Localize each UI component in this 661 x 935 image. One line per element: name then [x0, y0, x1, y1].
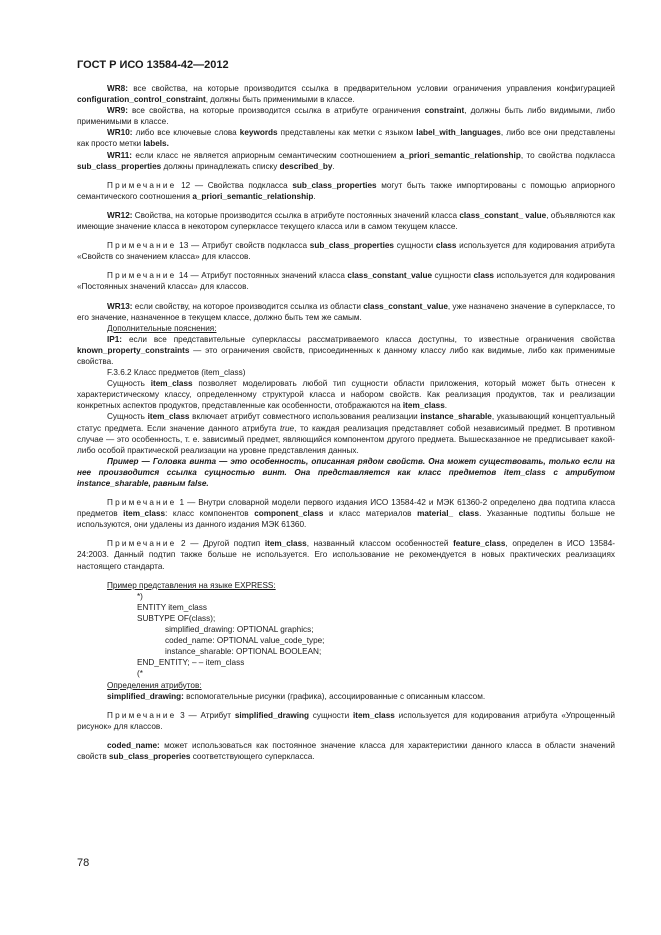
note-14: Примечание 14 — Атрибут постоянных значений класса class_constant_value сущности class используется для кодирования «Постоянных значений класса» для классов. — [77, 271, 615, 292]
definition-simplified-drawing: simplified_drawing: вспомогательные рисунки (графика), ассоциированные с описанным классом. — [107, 691, 486, 701]
section-title: F.3.6.2 Класс предметов (item_class) — [107, 368, 246, 378]
express-heading: Пример представления на языке EXPRESS: — [107, 580, 276, 590]
rule-wr12: WR12: Свойства, на которые производится ссылка в атрибуте постоянных значений класса class_constant_ value, объявляются как имеющие значение класса в некотором суперклассе текущего класса или в самом текущем классе. — [77, 210, 616, 232]
page-number: 78 — [77, 857, 90, 869]
note-12: Примечание 12 — Свойства подкласса sub_class_properties могут быть также импортированы с помощью априорного семантического соотношения a_priori_semantic_relationship. — [77, 180, 616, 201]
note-3: Примечание 3 — Атрибут simplified_drawing сущности item_class используется для кодирования атрибута «Упрощенный рисунок» для классов. — [77, 710, 615, 731]
informal-proposition-ip1: IP1: если все представительные суперклассы рассматриваемого класса доступны, то известные ограничения свойства known_property_constraints — это ограничения свойств, присоединенных к данному классу либо как видимые, либо как применимые свойства. — [77, 334, 615, 366]
code-line: instance_sharable: OPTIONAL BOOLEAN; — [165, 647, 322, 657]
page-content — [77, 83, 615, 762]
rule-wr9: WR9: все свойства, на которые производится ссылка в атрибуте ограничения constraint, должны быть либо видимыми, либо применимыми в классе. — [77, 106, 615, 127]
note-1: Примечание 1 — Внутри словарной модели первого издания ИСО 13584-42 и МЭК 61360-2 определено два подтипа класса предметов item_class: класс компонентов component_class и класс материалов material_ class. Указанные подтипы больше не используются, они удалены из данного издания МЭК 61360. — [77, 498, 615, 530]
code-line: coded_name: OPTIONAL value_code_type; — [165, 636, 325, 646]
express-code-block — [77, 591, 615, 680]
paragraph-item-class: Сущность item_class позволяет моделировать любой тип сущности области приложения, который может быть отнесен к характеристическому классу, определенному структурой класса и набором свойств. Как реализация продуктов, так и реализации конкретных аспектов продуктов, представленные как особенности, отображаются на item_class. — [77, 379, 615, 411]
note-2: Примечание 2 — Другой подтип item_class, названный классом особенностей feature_class, определен в ИСО 13584-24:2003. Данный подтип также больше не используется. Его использование не рекомендуется в новых практических реализациях настоящего стандарта. — [77, 539, 615, 571]
code-line: ENTITY item_class — [137, 602, 207, 612]
rule-wr8: WR8: все свойства, на которые производится ссылка в предварительном условии ограничения управления конфигурацией configuration_control_constraint, должны быть применимыми в классе. — [77, 84, 615, 105]
document-header: ГОСТ Р ИСО 13584-42—2012 — [77, 59, 229, 71]
rule-wr10: WR10: либо все ключевые слова keywords представлены как метки с языком label_with_languages, либо все они представлены как просто метки labels. — [77, 128, 615, 149]
attribute-definitions-heading: Определения атрибутов: — [107, 680, 202, 690]
paragraph-instance-sharable: Сущность item_class включает атрибут совместного использования реализации instance_sharable, указывающий концептуальный статус предмета. Если значение данного атрибута true, то каждая реализация представляет собой независимый предмет. В противном случае — это особенность, т. е. зависимый предмет, являющийся компонентом другого предмета. Вышесказанное не предписывает какой-либо особой практической реализации на уровне представления данных. — [77, 412, 615, 455]
informal-propositions-heading: Дополнительные пояснения: — [107, 323, 217, 333]
code-line: END_ENTITY; – – item_class — [137, 658, 245, 668]
rule-wr11: WR11: если класс не является априорным семантическим соотношением a_priori_semantic_relationship, то свойства подкласса sub_class_properties должны принадлежать списку described_by. — [77, 150, 615, 171]
code-line: (* — [137, 669, 143, 679]
code-line: simplified_drawing: OPTIONAL graphics; — [165, 625, 314, 635]
note-13: Примечание 13 — Атрибут свойств подкласса sub_class_properties сущности class используется для кодирования атрибута «Свойств со значением класса» для классов. — [77, 241, 615, 262]
rule-wr13: WR13: если свойству, на которое производится ссылка из области class_constant_value, уже назначено значение в суперклассе, то его значение, назначенное в текущем классе, должно быть тем же самым. — [77, 301, 616, 322]
example-paragraph: Пример — Головка винта — это особенность, описанная рядом свойств. Она может существовать, только если на нее производится ссылка сущностью винт. Она представляется как класс предметов item_class с атрибутом instance_sharable, равным false. — [77, 456, 615, 488]
definition-coded-name: coded_name: может использоваться как постоянное значение класса для характеристики данного класса в области значений свойств sub_class_properies соответствующего суперкласса. — [77, 740, 615, 761]
code-line: *) — [137, 591, 143, 601]
code-line: SUBTYPE OF(class); — [137, 613, 216, 623]
